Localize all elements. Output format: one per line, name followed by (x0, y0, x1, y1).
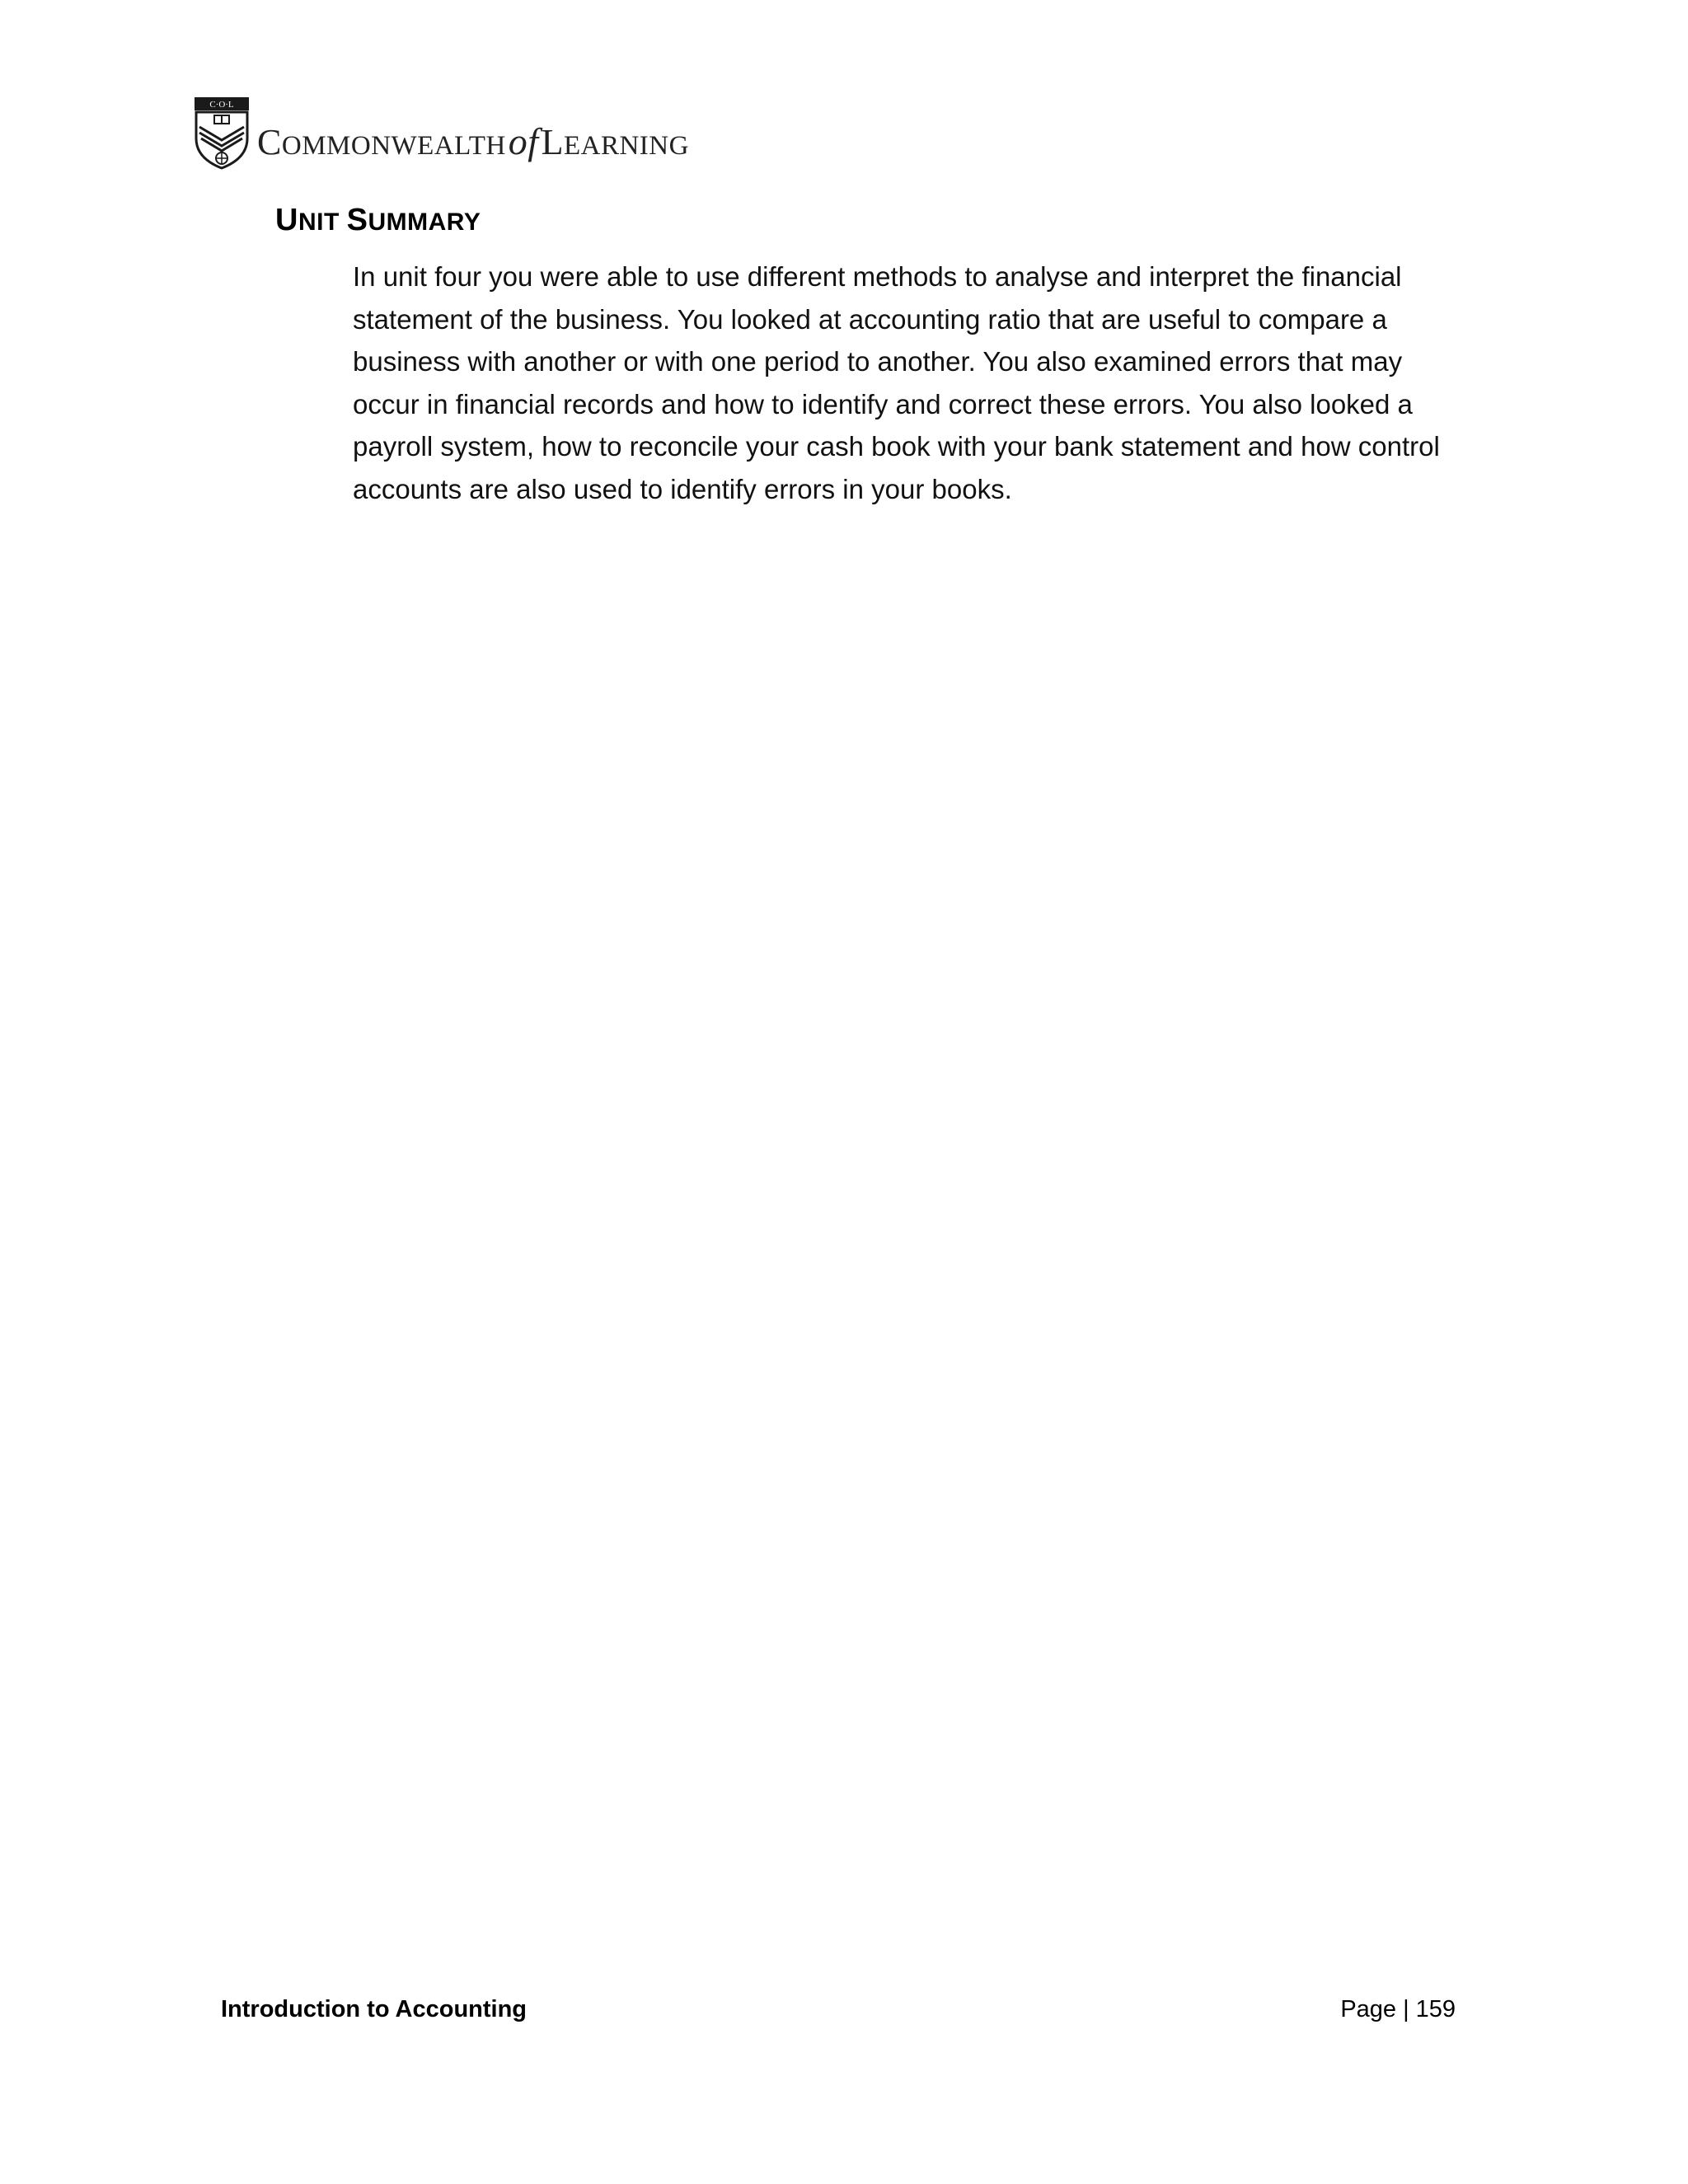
section-title: UNIT SUMMARY (275, 203, 481, 237)
summary-line: payroll system, how to reconcile your cash book with your bank statement and how control (353, 431, 1440, 462)
header-logo (193, 94, 689, 171)
summary-line: statement of the business. You looked at accounting ratio that are useful to compare a (353, 303, 1387, 335)
footer-course-title: Introduction to Accounting (221, 1996, 528, 2022)
summary-line: business with another or with one period to another. You also examined errors that may (353, 346, 1403, 377)
summary-line: In unit four you were able to use different methods to analyse and interpret the financial (353, 261, 1402, 292)
footer-page-number: Page | 159 (1340, 1996, 1456, 2022)
organization-wordmark: COMMONWEALTHofLEARNING (257, 120, 689, 162)
summary-paragraph (353, 255, 1490, 510)
summary-line: accounts are also used to identify errors in your books. (353, 473, 1012, 504)
col-shield-icon (193, 96, 251, 170)
logo-shield-text: C·O·L (209, 100, 234, 110)
summary-line: occur in financial records and how to identify and correct these errors. You also looked a (353, 388, 1413, 419)
